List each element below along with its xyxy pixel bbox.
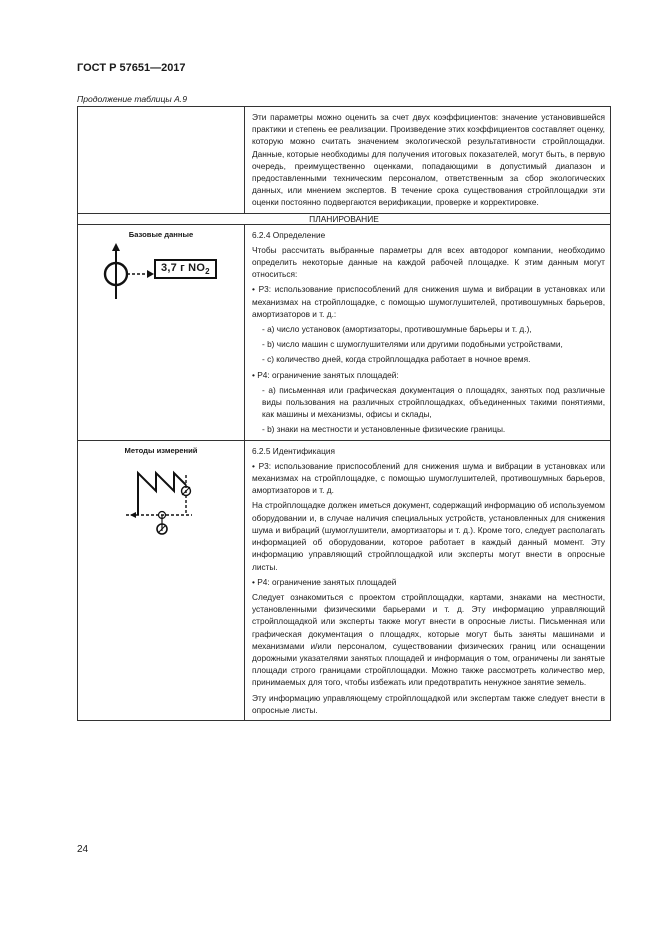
row2-p3-c: - с) количество дней, когда стройплощадка работает в ночное время.: [262, 354, 531, 365]
row2-p4-a: - а) письменная или графическая документация о площадях, занятых под различные виды пользования на различных стройплощадках, объединенных такими понятиями, как машины и механизмы, офисы и склады,: [262, 384, 605, 420]
row1-left-cell: [78, 107, 245, 214]
row2-p4-b: - b) знаки на местности и установленные физические границы.: [262, 424, 506, 435]
row3-para2: Следует ознакомиться с проектом стройплощадки, картами, знаками на местности, установленными физическими барьерами и т. д. Эту информацию управляющий стройплощадкой или эксперты также могут внести в опросные листы. Письменная или графическая документация о площадях, которые могут быть заняты машинами и механизмами и/или персоналом, существовании физических границ или оснащении дорожными указателями занятых площадей и информация о том, ограничены ли занятые площади строго границами стройплощадки. Можно также рассмотреть количество мер, принимаемых для того, чтобы избежать или предотвратить ненужное занятие земель.: [252, 591, 605, 688]
row3-para1: На стройплощадке должен иметься документ, содержащий информацию об используемом оборудовании и, в случае наличия специальных устройств, установленных для снижения шума и вибраций (шумоглушители, амортизаторы и т. д.). Кроме того, следует располагать информацией об оборудовании, которое работает в каждый данный момент. Эту информацию управляющий стройплощадкой или эксперты могут внести в опросные листы.: [252, 500, 605, 572]
measurement-methods-heading: Методы измерений: [124, 445, 198, 455]
row2-intro: Чтобы рассчитать выбранные параметры для всех автодорог компании, необходимо определить некоторые данные на каждой рабочей площадке. К этим данным могут относиться:: [252, 244, 605, 280]
basic-data-heading: Базовые данные: [128, 229, 194, 239]
row2-p3: • P3: использование приспособлений для снижения шума и вибрации в установках или механизмах на стройплощадке, с помощью шумоглушителей, противошумных барьеров, амортизаторов и т. д.:: [252, 284, 605, 319]
table-row: [78, 224, 611, 440]
row1-right-cell: [245, 107, 611, 214]
section-title: ПЛАНИРОВАНИЕ: [78, 213, 611, 224]
row3-p4: • P4: ограничение занятых площадей: [252, 576, 397, 587]
measurement-icon: [86, 457, 236, 543]
row2-p3-b: - b) число машин с шумоглушителями или другими подобными устройствами,: [262, 339, 563, 350]
no2-value: 3,7 г NO: [161, 261, 206, 274]
table-row: [78, 107, 611, 214]
section-heading-624: 6.2.4 Определение: [252, 229, 326, 240]
row3-left-cell: [78, 440, 245, 720]
section-heading-625: 6.2.5 Идентификация: [252, 445, 335, 456]
row3-p3: • P3: использование приспособлений для снижения шума и вибрации в установках или механизмах на стройплощадке, с помощью шумоглушителей, противошумных барьеров, амортизаторов и т. д.: [252, 460, 605, 496]
measurement-methods-figure: [86, 457, 236, 543]
page-number: 24: [77, 844, 89, 855]
row2-p3-a: - а) число установок (амортизаторы, противошумные барьеры и т. д.),: [262, 324, 532, 335]
basic-data-figure: [86, 241, 236, 303]
table-continuation-caption: Продолжение таблицы А.9: [77, 94, 187, 104]
table-a9: [77, 106, 611, 721]
no2-subscript: 2: [205, 266, 210, 276]
document-header: ГОСТ Р 57651—2017: [77, 62, 186, 74]
row2-left-cell: [78, 224, 245, 440]
no2-value-box: [154, 259, 217, 279]
row1-text: Эти параметры можно оценить за счет двух коэффициентов: значение установившейся практики и степень ее реализации. Произведение этих коэффициентов составляет оценку, которую можно считать значением экологической результативности стройплощадки. Данные, которые необходимы для получения итоговых показателей, могут быть, в первую очередь, преимущественно оценками, попадающими в допустимый диапазон и предоставленными техническим персоналом, ответственным за сбор экологических данных, или мнением экспертов. В течение срока существования стройплощадки эти оценки постоянно подвергаются верификации, проверке и корректировке.: [252, 112, 605, 208]
row3-para3: Эту информацию управляющему стройплощадкой или экспертам также следует внести в опросные листы.: [252, 692, 605, 715]
row3-right-cell: [245, 440, 611, 720]
section-row: [78, 213, 611, 224]
row2-p4: • P4: ограничение занятых площадей:: [252, 369, 399, 380]
row2-right-cell: [245, 224, 611, 440]
table-row: [78, 440, 611, 720]
